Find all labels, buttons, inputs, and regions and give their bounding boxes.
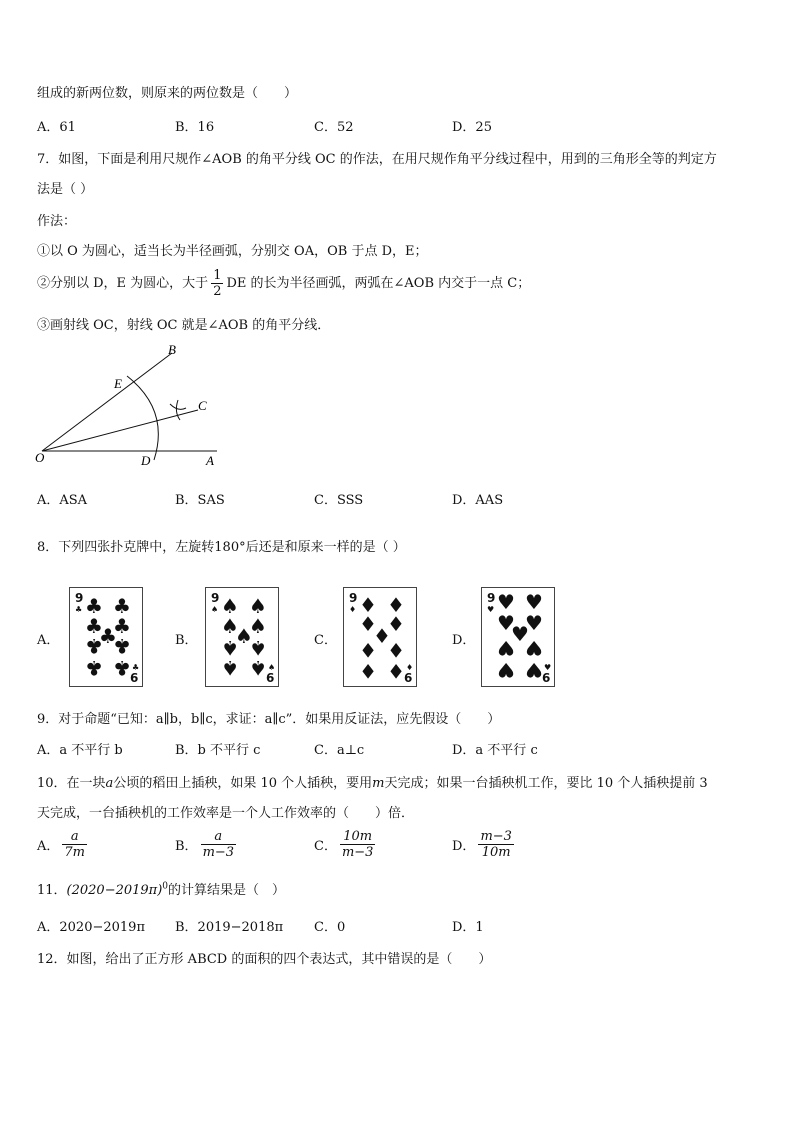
q7-stem-line2: 法是（ ）	[37, 182, 94, 197]
clubs-pip-icon: ♣	[99, 624, 117, 648]
q11-stem	[37, 879, 285, 898]
q7-stem-line1: 7．如图，下面是利用尺规作∠AOB 的角平分线 OC 的作法，在用尺规作角平分线过程中，用到的三角形全等的判定方	[37, 152, 717, 167]
diamonds-corner-icon: ♦	[349, 605, 357, 614]
var-a: a	[105, 776, 114, 791]
card-face	[70, 588, 142, 686]
fraction-numerator: a	[62, 829, 87, 845]
fraction-numerator: a	[201, 829, 237, 845]
q10-option-d[interactable]	[452, 829, 517, 860]
option-letter: C．	[314, 839, 337, 854]
option-fraction	[478, 829, 514, 860]
clubs-pip-icon: ♣	[113, 594, 131, 618]
card-rank-bottom: 6	[266, 671, 275, 685]
q7-method-heading: 作法：	[37, 214, 77, 229]
q9-stem: 9．对于命题“已知：a∥b，b∥c，求证：a∥c”．如果用反证法，应先假设（ ）	[37, 712, 501, 727]
clubs-pip-icon: ♣	[85, 634, 103, 658]
hearts-corner-icon: ♥	[487, 605, 495, 614]
clubs-corner-icon: ♣	[75, 605, 83, 614]
option-fraction	[62, 829, 87, 860]
q11-option-a[interactable]: A．2020−2019π	[37, 920, 145, 935]
fraction-numerator: 1	[213, 268, 222, 283]
q7-step2-pre: ②分别以 D，E 为圆心，大于	[37, 276, 209, 291]
diamonds-corner-icon: ♦	[406, 663, 414, 672]
hearts-pip-icon: ♥	[525, 636, 543, 660]
q6-option-c[interactable]: C．52	[314, 120, 354, 135]
card-rank-bottom: 6	[542, 671, 551, 685]
fraction-denominator: 10m	[481, 845, 511, 860]
label-c: C	[198, 398, 207, 413]
clubs-pip-icon: ♣	[85, 656, 103, 680]
spades-pip-icon: ♠	[249, 614, 267, 638]
arc-c-2	[176, 400, 180, 420]
q8-card-b[interactable]	[205, 587, 279, 687]
q7-option-b[interactable]: B．SAS	[175, 493, 225, 508]
spades-pip-icon: ♠	[249, 594, 267, 618]
q10-text-1: 10．在一块	[37, 776, 106, 791]
hearts-pip-icon: ♥	[497, 611, 515, 635]
q10-text-2: 公顷的稻田上插秧，如果 10 个人插秧，要用	[113, 776, 373, 791]
q7-option-d[interactable]: D．AAS	[452, 493, 504, 508]
q8-option-c-letter[interactable]: C．	[314, 633, 337, 648]
q9-option-d[interactable]: D．a 不平行 c	[452, 743, 538, 758]
var-m: m	[372, 776, 385, 791]
clubs-pip-icon: ♣	[113, 634, 131, 658]
spades-pip-icon: ♠	[249, 656, 267, 680]
q12-stem: 12．如图，给出了正方形 ABCD 的面积的四个表达式，其中错误的是（ ）	[37, 952, 492, 967]
hearts-pip-icon: ♥	[497, 636, 515, 660]
q8-card-a[interactable]	[69, 587, 143, 687]
q10-text-3: 天完成；如果一台插秧机工作，要比 10 个人插秧提前 3	[384, 776, 708, 791]
card-face	[206, 588, 278, 686]
q7-step2	[37, 268, 530, 299]
label-a: A	[206, 453, 214, 468]
card-rank-top: 9	[211, 591, 220, 605]
q11-prefix: 11．	[37, 883, 67, 898]
clubs-pip-icon: ♣	[85, 614, 103, 638]
option-fraction	[201, 829, 237, 860]
q6-option-a[interactable]: A．61	[37, 120, 76, 135]
q9-option-c[interactable]: C．a⊥c	[314, 743, 365, 758]
fraction-numerator: m−3	[480, 829, 512, 844]
label-o: O	[35, 450, 45, 465]
q8-option-b-letter[interactable]: B．	[175, 633, 198, 648]
fraction-denominator: 2	[213, 284, 222, 299]
q7-option-c[interactable]: C．SSS	[314, 493, 364, 508]
card-face	[344, 588, 416, 686]
q7-step2-fraction	[211, 268, 223, 299]
diamonds-pip-icon: ♦	[359, 593, 377, 617]
label-d: D	[141, 453, 151, 468]
q7-option-a[interactable]: A．ASA	[37, 493, 88, 508]
hearts-pip-icon: ♥	[525, 658, 543, 682]
q11-option-c[interactable]: C．0	[314, 920, 346, 935]
spades-pip-icon: ♠	[221, 656, 239, 680]
clubs-pip-icon: ♣	[113, 656, 131, 680]
clubs-pip-icon: ♣	[113, 614, 131, 638]
label-b: B	[168, 342, 176, 357]
spades-pip-icon: ♠	[235, 624, 253, 648]
diamonds-pip-icon: ♦	[387, 659, 405, 683]
q11-suffix: 的计算结果是（ ）	[168, 883, 286, 898]
fraction-denominator: 7m	[64, 845, 85, 860]
q8-option-a-letter[interactable]: A．	[37, 633, 60, 648]
arc-c-1	[170, 404, 186, 409]
spades-pip-icon: ♠	[249, 636, 267, 660]
diamonds-pip-icon: ♦	[387, 612, 405, 636]
q9-option-a[interactable]: A．a 不平行 b	[37, 743, 123, 758]
card-face	[482, 588, 554, 686]
spades-pip-icon: ♠	[221, 636, 239, 660]
card-rank-bottom: 6	[130, 671, 139, 685]
diamonds-pip-icon: ♦	[387, 638, 405, 662]
q8-stem: 8．下列四张扑克牌中，左旋转180°后还是和原来一样的是（ ）	[37, 540, 406, 555]
spades-pip-icon: ♠	[221, 594, 239, 618]
q10-option-a[interactable]	[37, 829, 90, 860]
option-fraction	[340, 829, 376, 860]
q7-step1: ①以 O 为圆心，适当长为半径画弧，分别交 OA，OB 于点 D，E；	[37, 244, 428, 259]
card-rank-top: 9	[75, 591, 84, 605]
q7-step3: ③画射线 OC，射线 OC 就是∠AOB 的角平分线．	[37, 318, 331, 333]
card-rank-top: 9	[349, 591, 358, 605]
fraction-denominator: m−3	[202, 845, 235, 860]
spades-corner-icon: ♠	[211, 605, 219, 614]
label-e: E	[114, 376, 122, 391]
diamonds-pip-icon: ♦	[359, 612, 377, 636]
spades-corner-icon: ♠	[268, 663, 276, 672]
fraction-denominator: m−3	[341, 845, 374, 860]
option-letter: D．	[452, 839, 476, 854]
hearts-pip-icon: ♥	[525, 611, 543, 635]
hearts-pip-icon: ♥	[497, 658, 515, 682]
q10-option-b[interactable]	[175, 829, 239, 860]
ray-ob	[42, 353, 172, 451]
q11-exponent: 0	[162, 881, 169, 892]
card-rank-top: 9	[487, 591, 496, 605]
q6-option-d[interactable]: D．25	[452, 120, 492, 135]
q8-option-d-letter[interactable]: D．	[452, 633, 476, 648]
q8-card-d[interactable]	[481, 587, 555, 687]
card-rank-bottom: 6	[404, 671, 413, 685]
clubs-corner-icon: ♣	[132, 663, 140, 672]
hearts-pip-icon: ♥	[497, 590, 515, 614]
diamonds-pip-icon: ♦	[373, 624, 391, 648]
clubs-pip-icon: ♣	[85, 594, 103, 618]
hearts-pip-icon: ♥	[511, 622, 529, 646]
q8-card-c[interactable]	[343, 587, 417, 687]
diamonds-pip-icon: ♦	[387, 593, 405, 617]
option-letter: A．	[37, 839, 60, 854]
diamonds-pip-icon: ♦	[359, 659, 377, 683]
q10-stem-line1	[37, 772, 708, 791]
q9-option-b[interactable]: B．b 不平行 c	[175, 743, 261, 758]
fraction-numerator: 10m	[340, 829, 376, 845]
q7-angle-bisector-figure	[30, 338, 230, 473]
option-letter: B．	[175, 839, 198, 854]
q6-option-b[interactable]: B．16	[175, 120, 215, 135]
q11-option-b[interactable]: B．2019−2018π	[175, 920, 284, 935]
diamonds-pip-icon: ♦	[359, 638, 377, 662]
q11-option-d[interactable]: D．1	[452, 920, 484, 935]
ray-oc	[42, 410, 198, 451]
q10-option-c[interactable]	[314, 829, 378, 860]
q10-stem-line2: 天完成，一台插秧机的工作效率是一个人工作效率的（ ）倍．	[37, 806, 415, 821]
hearts-pip-icon: ♥	[525, 590, 543, 614]
arc-de	[127, 376, 158, 460]
q6-stem-continuation: 组成的新两位数，则原来的两位数是（ ）	[37, 86, 298, 101]
q11-expression: (2020−2019π)	[66, 883, 163, 898]
spades-pip-icon: ♠	[221, 614, 239, 638]
q7-step2-post: DE 的长为半径画弧，两弧在∠AOB 内交于一点 C；	[226, 276, 531, 291]
hearts-corner-icon: ♥	[544, 663, 552, 672]
